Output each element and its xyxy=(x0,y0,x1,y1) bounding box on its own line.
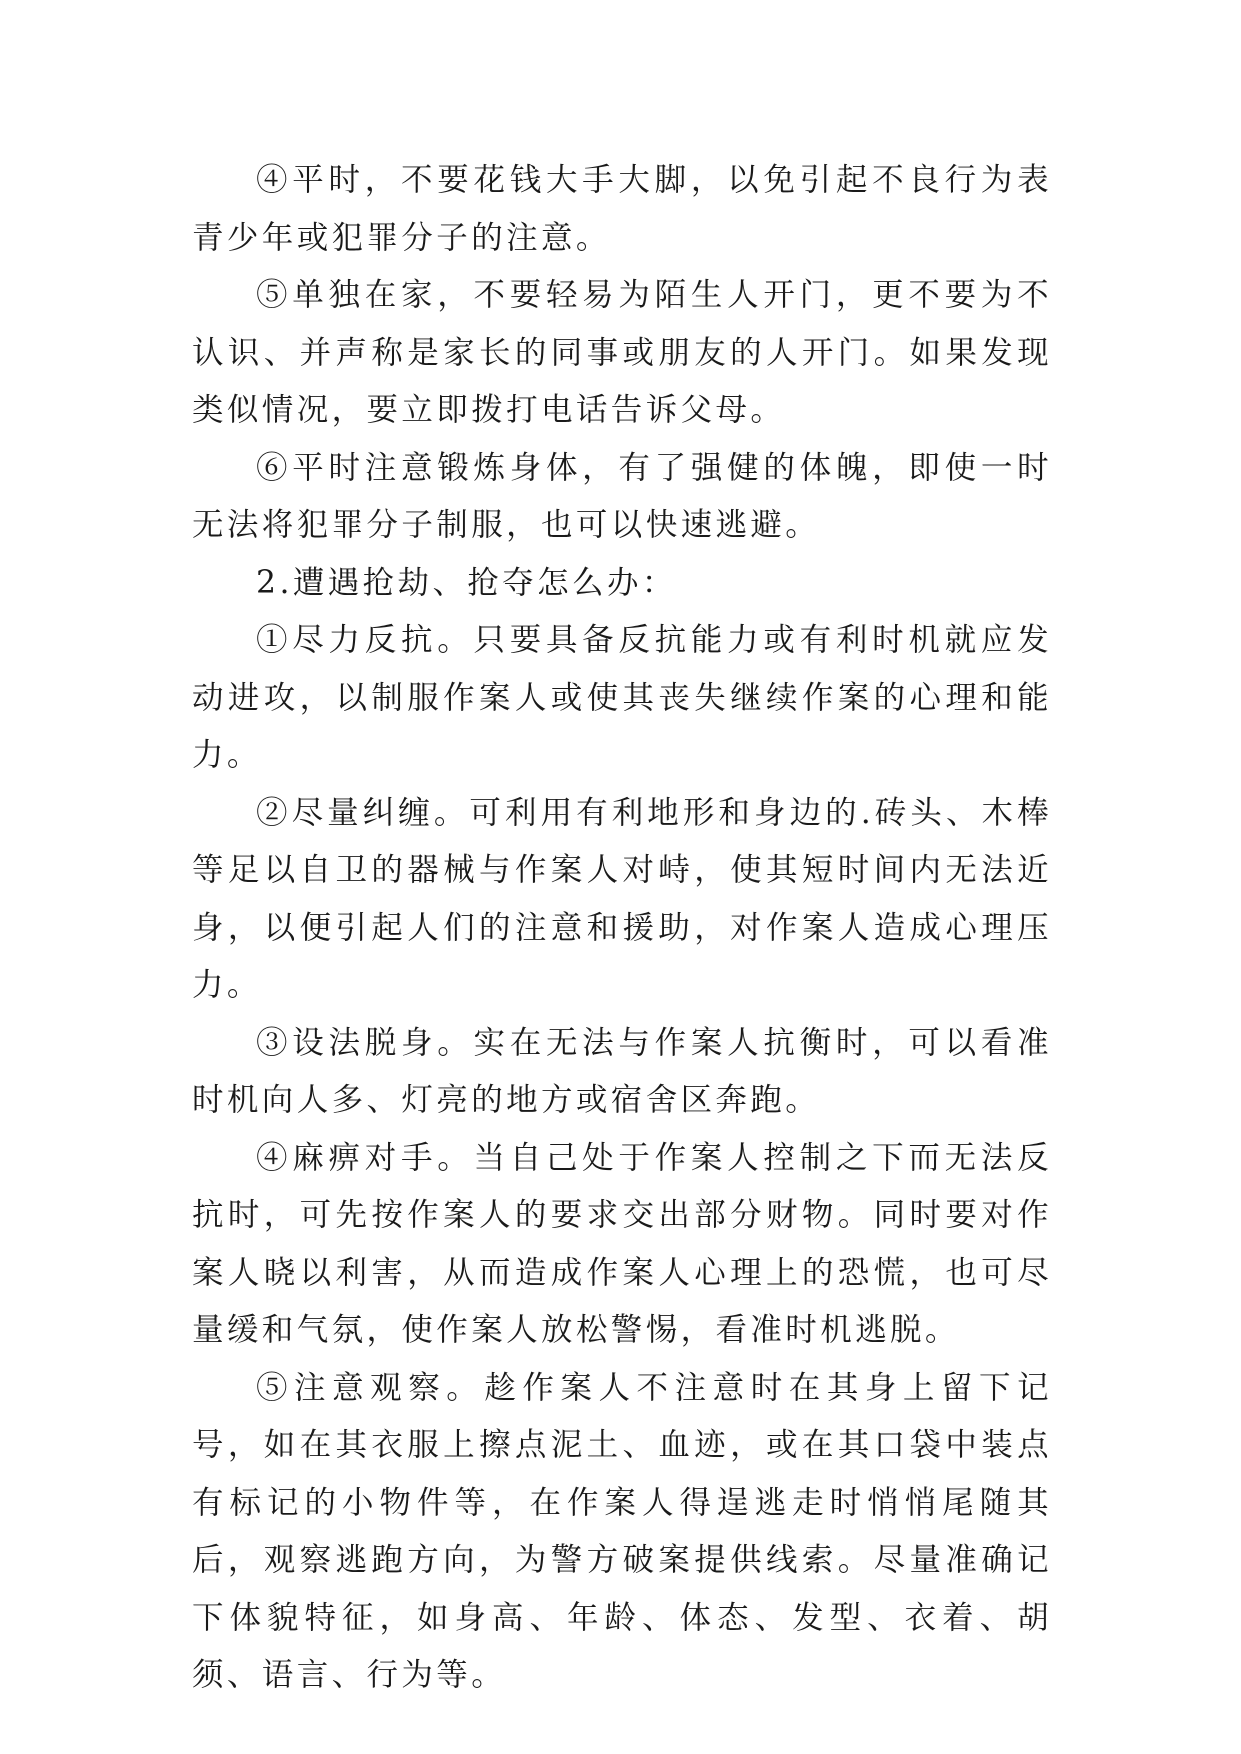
section-heading-robbery: 2.遭遇抢劫、抢夺怎么办： xyxy=(256,564,677,601)
paragraph-escape: ③设法脱身。实在无法与作案人抗衡时，可以看准时机向人多、灯亮的地方或宿舍区奔跑。 xyxy=(192,1024,1052,1118)
paragraph-entangle: ②尽量纠缠。可利用有利地形和身边的.砖头、木棒等足以自卫的器械与作案人对峙，使其短时间内无法近身，以便引起人们的注意和援助，对作案人造成心理压力。 xyxy=(192,794,1052,1003)
paragraph-tip-5: ⑤单独在家，不要轻易为陌生人开门，更不要为不认识、并声称是家长的同事或朋友的人开门。如果发现类似情况，要立即拨打电话告诉父母。 xyxy=(192,277,1052,428)
document-body xyxy=(192,152,1052,1705)
paragraph-observe: ⑤注意观察。趁作案人不注意时在其身上留下记号，如在其衣服上擦点泥土、血迹，或在其口袋中装点有标记的小物件等，在作案人得逞逃走时悄悄尾随其后，观察逃跑方向，为警方破案提供线索。尽量准确记下体貌特征，如身高、年龄、体态、发型、衣着、胡须、语言、行为等。 xyxy=(192,1369,1052,1693)
paragraph-tip-6: ⑥平时注意锻炼身体，有了强健的体魄，即使一时无法将犯罪分子制服，也可以快速逃避。 xyxy=(192,449,1052,543)
paragraph-tip-4: ④平时，不要花钱大手大脚，以免引起不良行为表青少年或犯罪分子的注意。 xyxy=(192,162,1052,256)
paragraph-resist: ①尽力反抗。只要具备反抗能力或有利时机就应发动进攻，以制服作案人或使其丧失继续作案的心理和能力。 xyxy=(192,622,1052,773)
paragraph-paralyze-opponent: ④麻痹对手。当自己处于作案人控制之下而无法反抗时，可先按作案人的要求交出部分财物。同时要对作案人晓以利害，从而造成作案人心理上的恐慌，也可尽量缓和气氛，使作案人放松警惕，看准时机逃脱。 xyxy=(192,1139,1052,1348)
